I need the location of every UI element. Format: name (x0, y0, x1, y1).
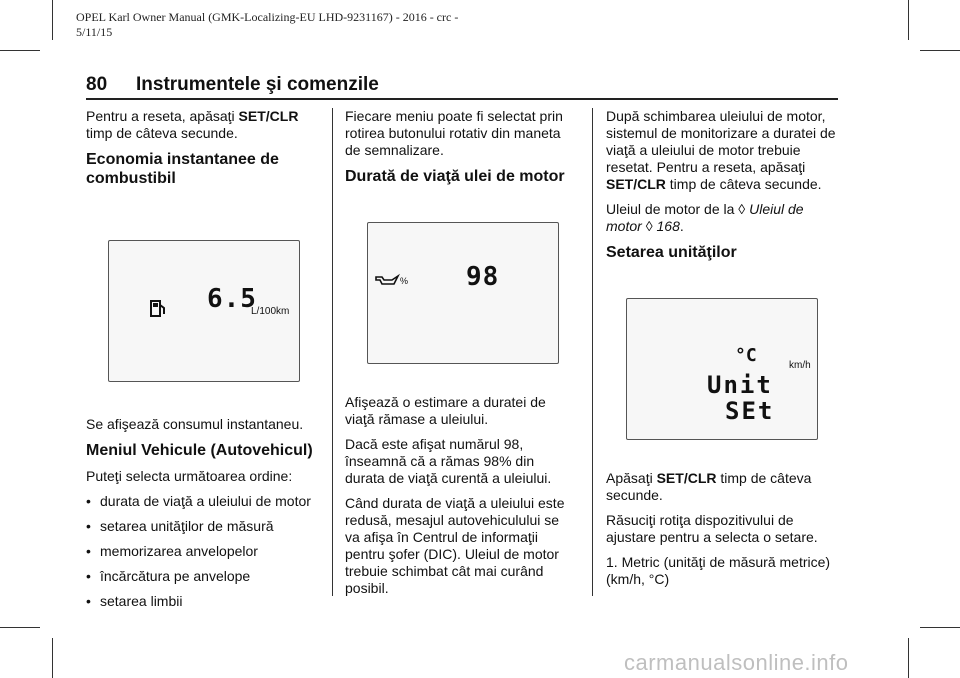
oil-reference-text: Uleiul de motor de la (606, 201, 739, 217)
list-item-text: setarea limbii (100, 593, 183, 609)
oil-reset-tail: timp de câteva secunde. (665, 176, 822, 192)
crop-mark (52, 0, 53, 40)
header-rule (86, 98, 838, 100)
reset-tail-text: timp de câteva secunde. (86, 125, 238, 141)
display-instant-economy (108, 240, 300, 382)
economy-description: Se afişează consumul instantaneu. (86, 416, 304, 432)
reference-end: . (679, 218, 684, 234)
bullet-glyph: • (86, 593, 91, 609)
oil-can-icon (374, 273, 400, 287)
list-item-text: memorizarea anvelopelor (100, 543, 258, 559)
set-clr-key: SET/CLR (656, 470, 717, 486)
order-intro: Puteţi selecta următoarea ordine: (86, 468, 293, 484)
column-2 (345, 108, 575, 605)
watermark: carmanualsonline.info (624, 650, 849, 675)
oil-reference-paragraph (606, 201, 836, 235)
document-meta-line: OPEL Karl Owner Manual (GMK-Localizing-EU LHD-9231167) - 2016 - crc - (76, 10, 459, 24)
crop-mark (0, 50, 40, 51)
bullet-glyph: • (86, 518, 91, 534)
list-item (86, 543, 316, 560)
set-clr-key: SET/CLR (238, 108, 299, 124)
set-paragraph (606, 470, 836, 504)
heading-unit-settings: Setarea unităţilor (606, 244, 737, 261)
set-clr-key: SET/CLR (606, 176, 666, 192)
list-item-text: încărcătura pe anvelope (100, 568, 251, 584)
reference-arrow-icon: ◊ (738, 201, 746, 217)
set-tail: timp de câteva secunde. (606, 470, 812, 503)
column-divider (592, 108, 593, 596)
bullet-glyph: • (86, 493, 91, 509)
oil-estimate-paragraph: Afişează o estimare a duratei de viaţă rămase a uleiului. (345, 394, 546, 427)
menu-select-paragraph: Fiecare meniu poate fi selectat prin rotirea butonului rotativ din maneta de semnalizare. (345, 108, 563, 158)
document-meta (76, 10, 576, 40)
crop-mark (52, 638, 53, 678)
oil-example-paragraph: Dacă este afişat numărul 98, înseamnă că a rămas 98% din durata de viaţă curentă a uleiului. (345, 436, 552, 486)
heading-vehicle-menu: Meniul Vehicule (Autovehicul) (86, 442, 313, 459)
list-item-text: durata de viaţă a uleiului de motor (100, 493, 311, 509)
column-1 (86, 108, 316, 618)
document-meta-date: 5/11/15 (76, 25, 113, 39)
crop-mark (908, 0, 909, 40)
economy-unit: L/100km (251, 306, 290, 317)
crop-mark (0, 627, 40, 628)
reference-arrow-icon: ◊ (645, 218, 653, 234)
bullet-glyph: • (86, 543, 91, 559)
unit-line-2: SEt (725, 397, 775, 425)
reset-paragraph (86, 108, 316, 142)
crop-mark (920, 50, 960, 51)
set-text: Apăsaţi (606, 470, 657, 486)
page-number: 80 (86, 74, 108, 95)
bullet-glyph: • (86, 568, 91, 584)
heading-instant-economy: Economia instantanee de combustibil (86, 151, 279, 187)
oil-percent-sign: % (400, 276, 409, 286)
unit-line-1: Unit (707, 371, 773, 399)
fuel-pump-icon (149, 297, 167, 319)
speed-unit: km/h (789, 360, 811, 371)
adjust-paragraph: Răsuciţi rotiţa dispozitivului de ajustare pentru a selecta o setare. (606, 512, 818, 545)
temp-unit: °C (735, 345, 757, 366)
oil-warning-paragraph: Când durata de viaţă a uleiului este redusă, mesajul autovehiculului se va afişa în Centrul de informaţii pentru şofer (DIC). Uleiul de motor trebuie schimbat cât mai curând posibil. (345, 495, 565, 596)
section-title: Instrumentele şi comenzile (136, 74, 379, 95)
column-3 (606, 108, 836, 596)
oil-reset-text: După schimbarea uleiului de motor, sistemul de monitorizare a duratei de viaţă a uleiului de motor trebuie resetat. Pentru a reseta, apăsaţi (606, 108, 836, 175)
oil-life-value: 98 (466, 262, 500, 292)
list-item (86, 568, 316, 585)
page-header (86, 74, 838, 96)
reference-page[interactable]: 168 (656, 218, 680, 234)
list-item (86, 593, 316, 610)
column-divider (332, 108, 333, 596)
reference-link[interactable]: Uleiul de motor (606, 201, 804, 234)
crop-mark (908, 638, 909, 678)
metric-option-paragraph: 1. Metric (unităţi de măsură metrice) (km/h, °C) (606, 554, 831, 587)
reset-intro-text: Pentru a reseta, apăsaţi (86, 108, 239, 124)
heading-oil-life: Durată de viaţă ulei de motor (345, 168, 565, 185)
economy-value: 6.5 (207, 284, 257, 314)
crop-mark (920, 627, 960, 628)
oil-reset-paragraph (606, 108, 836, 193)
list-item (86, 493, 316, 510)
list-item-text: setarea unităţilor de măsură (100, 518, 274, 534)
display-oil-life (367, 222, 559, 364)
list-item (86, 518, 316, 535)
display-unit-settings (626, 298, 818, 440)
